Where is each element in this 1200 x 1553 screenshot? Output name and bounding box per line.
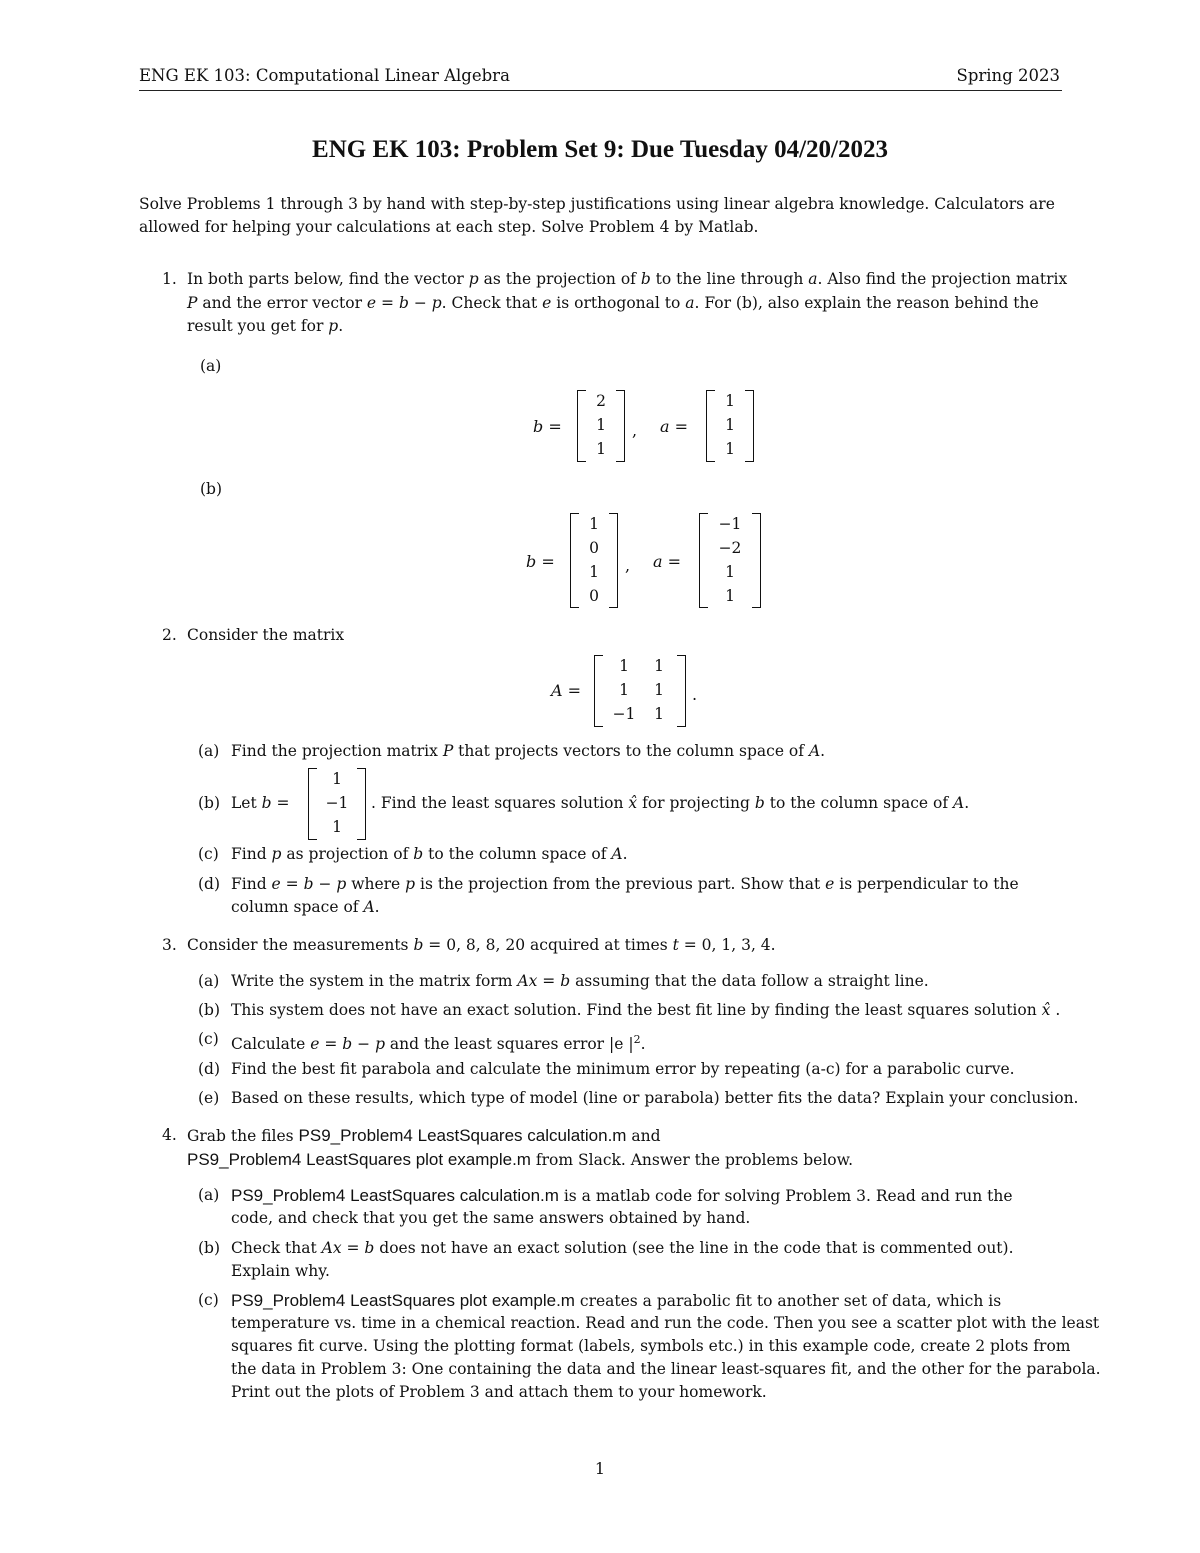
matrix-entry: 1 (654, 705, 664, 723)
problem-3e-text: Based on these results, which type of model (line or parabola) better fits the data? Explain your conclusion. (231, 1089, 1079, 1107)
problem-1-part-a-label: (a) (200, 357, 222, 375)
page-title: ENG EK 103: Problem Set 9: Due Tuesday 04/20/2023 (312, 136, 888, 163)
problem-1-part-b-label: (b) (200, 480, 223, 498)
vector-1a-a (706, 390, 754, 462)
header-rule (139, 90, 1062, 91)
problem-2-intro: Consider the matrix (187, 626, 345, 644)
problem-3a-label: (a) (198, 972, 220, 990)
problem-2d-line-2: column space of A. (231, 898, 380, 916)
problem-3c-label: (c) (198, 1030, 219, 1048)
problem-2-number: 2. (162, 626, 177, 644)
problem-4c-line: temperature vs. time in a chemical reaction. Read and run the code. Then you see a scatter plot with the least (231, 1314, 1100, 1332)
problem-2d-label: (d) (198, 875, 221, 893)
matrix-entry: 1 (725, 440, 735, 458)
problem-4b-label: (b) (198, 1239, 221, 1257)
problem-2d-text: Find e = b − p where p is the projection from the previous part. Show that e is perpendicular to the (231, 875, 1019, 893)
problem-4c-line: squares fit curve. Using the plotting format (labels, symbols etc.) in this example code, create 2 plots from (231, 1337, 1071, 1355)
problem-3d-text: Find the best fit parabola and calculate the minimum error by repeating (a-c) for a parabolic curve. (231, 1060, 1015, 1078)
problem-3a-text: Write the system in the matrix form Ax = b assuming that the data follow a straight line. (231, 972, 929, 990)
eq-A-label: A = (551, 681, 582, 700)
problem-1-line-1: In both parts below, find the vector p as the projection of b to the line through a. Also find the projection matrix (187, 270, 1068, 288)
problem-2a-label: (a) (198, 742, 220, 760)
matrix-entry: 1 (619, 681, 629, 699)
problem-4c-line: Print out the plots of Problem 3 and attach them to your homework. (231, 1383, 767, 1401)
intro-line-2: allowed for helping your calculations at each step. Solve Problem 4 by Matlab. (139, 218, 759, 236)
problem-2b-text: . Find the least squares solution x̂ for projecting b to the column space of A. (371, 794, 970, 812)
vector-2b (308, 768, 366, 840)
matrix-entry: 2 (596, 392, 606, 410)
problem-1-line-3: result you get for p. (187, 317, 344, 335)
problem-3-number: 3. (162, 936, 177, 954)
problem-4a-line-2: code, and check that you get the same answers obtained by hand. (231, 1209, 751, 1227)
problem-3c-text: Calculate e = b − p and the least squares error |e $|^2$. (231, 1033, 646, 1054)
matrix-A (594, 655, 686, 727)
problem-4-number: 4. (162, 1126, 177, 1144)
problem-3d-label: (d) (198, 1060, 221, 1078)
matrix-entry: −2 (718, 539, 742, 557)
matrix-entry: 0 (589, 587, 599, 605)
matrix-entry: 1 (596, 440, 606, 458)
header-course: ENG EK 103: Computational Linear Algebra (139, 66, 510, 85)
problem-2b-let: Let b = (231, 794, 290, 812)
matrix-entry: 1 (619, 657, 629, 675)
problem-4a-label: (a) (198, 1186, 220, 1204)
problem-1-line-2: P and the error vector e = b − p. Check that e is orthogonal to a. For (b), also explain the reason behind the (187, 294, 1039, 312)
intro-line-1: Solve Problems 1 through 3 by hand with step-by-step justifications using linear algebra knowledge. Calculators are (139, 195, 1055, 213)
problem-4-line-1: Grab the files PS9_Problem4 LeastSquares calculation.m and (187, 1126, 661, 1145)
problem-2a-text: Find the projection matrix P that projects vectors to the column space of A. (231, 742, 826, 760)
problem-2b-label: (b) (198, 794, 221, 812)
comma: , (625, 556, 631, 575)
matrix-entry: 1 (725, 392, 735, 410)
comma: , (632, 421, 638, 440)
problem-1-number: 1. (162, 270, 177, 288)
vector-1b-b (570, 513, 618, 608)
matrix-entry: 1 (725, 563, 735, 581)
problem-3b-label: (b) (198, 1001, 221, 1019)
page-number: 1 (594, 1459, 606, 1478)
matrix-entry: −1 (325, 794, 349, 812)
matrix-entry: 1 (654, 681, 664, 699)
eq-b-label: b = (526, 552, 555, 571)
matrix-entry: 0 (589, 539, 599, 557)
matrix-entry: −1 (612, 705, 636, 723)
period: . (692, 685, 698, 704)
matrix-entry: −1 (718, 515, 742, 533)
matrix-entry: 1 (596, 416, 606, 434)
matrix-entry: 1 (725, 587, 735, 605)
matrix-entry: 1 (332, 818, 342, 836)
matrix-entry: 1 (589, 515, 599, 533)
problem-4a-text: PS9_Problem4 LeastSquares calculation.m is a matlab code for solving Problem 3. Read and run the (231, 1186, 1013, 1205)
matrix-entry: 1 (589, 563, 599, 581)
problem-3-intro: Consider the measurements b = 0, 8, 8, 20 acquired at times t = 0, 1, 3, 4. (187, 936, 776, 954)
problem-2c-text: Find p as projection of b to the column space of A. (231, 845, 628, 863)
problem-3b-text: This system does not have an exact solution. Find the best fit line by finding the least squares solution x̂ . (231, 1001, 1061, 1019)
file-plot-example: PS9_Problem4 LeastSquares plot example.m (231, 1291, 575, 1310)
file-calculation: PS9_Problem4 LeastSquares calculation.m (298, 1126, 627, 1145)
problem-3e-label: (e) (198, 1089, 220, 1107)
problem-2c-label: (c) (198, 845, 219, 863)
matrix-entry: 1 (332, 770, 342, 788)
problem-4-line-2: PS9_Problem4 LeastSquares plot example.m from Slack. Answer the problems below. (187, 1150, 853, 1169)
problem-4c-line: the data in Problem 3: One containing the data and the linear least-squares fit, and the other for the parabola. (231, 1360, 1101, 1378)
vector-1b-a (699, 513, 761, 608)
problem-4b-line-2: Explain why. (231, 1262, 330, 1280)
eq-b-label: b = (533, 417, 562, 436)
eq-a-label: a = (653, 552, 682, 571)
matrix-entry: 1 (725, 416, 735, 434)
problem-4c-label: (c) (198, 1291, 219, 1309)
vector-1a-b (577, 390, 625, 462)
file-plot-example: PS9_Problem4 LeastSquares plot example.m (187, 1150, 531, 1169)
header-term: Spring 2023 (956, 66, 1060, 85)
eq-a-label: a = (660, 417, 689, 436)
problem-4c-text: PS9_Problem4 LeastSquares plot example.m creates a parabolic fit to another set of data, which is (231, 1291, 1002, 1310)
file-calculation: PS9_Problem4 LeastSquares calculation.m (231, 1186, 559, 1205)
problem-4b-text: Check that Ax = b does not have an exact solution (see the line in the code that is commented out). (231, 1239, 1014, 1257)
matrix-entry: 1 (654, 657, 664, 675)
